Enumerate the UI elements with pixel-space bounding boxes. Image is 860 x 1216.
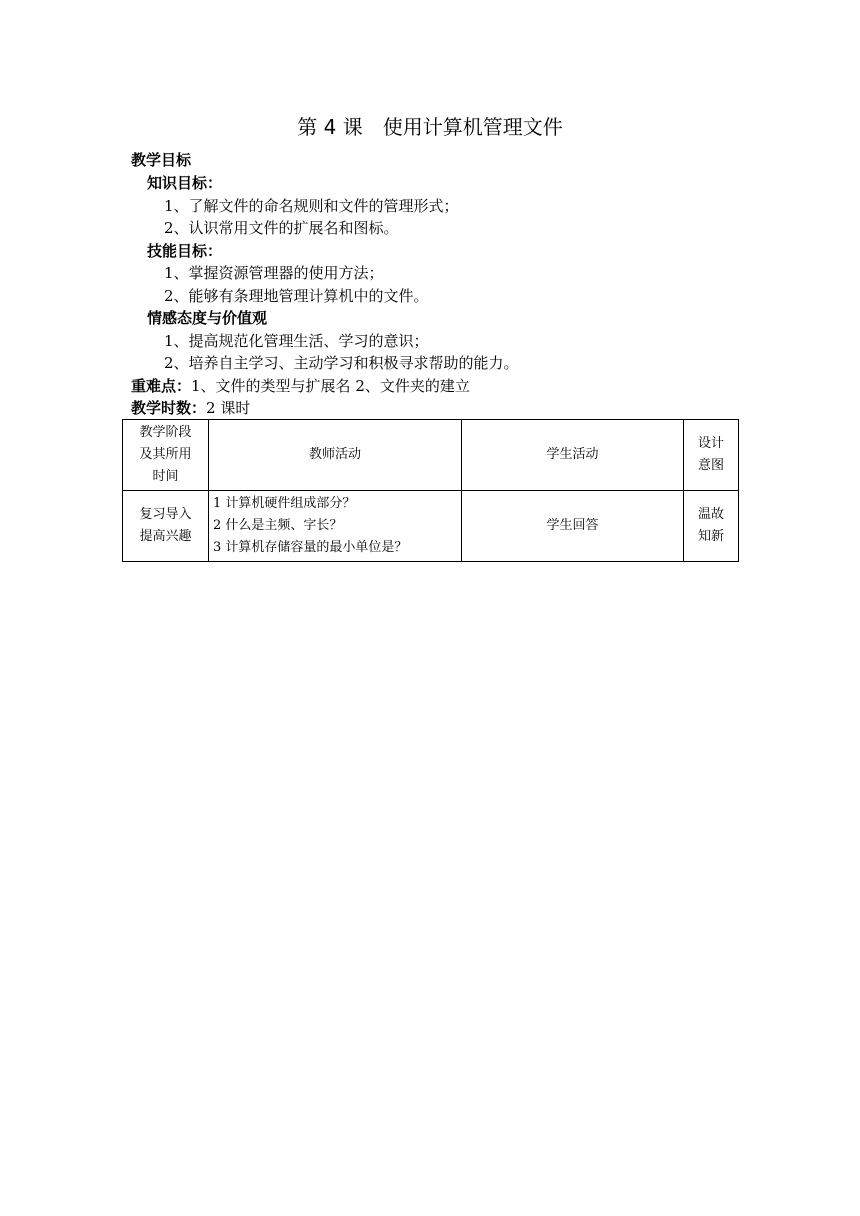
attitude-goal-item: 1、提高规范化管理生活、学习的意识； (164, 332, 429, 350)
knowledge-goals-heading: 知识目标： (147, 174, 223, 192)
header-stage: 教学阶段 及其所用 时间 (123, 420, 209, 491)
header-design-intent: 设计 意图 (684, 420, 739, 491)
row-design-intent-cell: 温故 知新 (684, 491, 739, 562)
row-student-activity-cell: 学生回答 (462, 491, 684, 562)
attitude-goal-item: 2、培养自主学习、主动学习和积极寻求帮助的能力。 (164, 354, 519, 372)
row-stage-cell: 复习导入 提高兴趣 (123, 491, 209, 562)
knowledge-goal-item: 1、了解文件的命名规则和文件的管理形式； (164, 197, 459, 215)
teaching-hours-line (131, 397, 250, 419)
teaching-hours-label: 教学时数： (131, 399, 207, 417)
table-row (123, 491, 739, 562)
teaching-hours-value: 2 课时 (206, 399, 251, 417)
header-teacher-activity: 教师活动 (209, 420, 462, 491)
key-points-line (131, 375, 470, 397)
attitude-goals-heading: 情感态度与价值观 (147, 309, 268, 327)
skill-goals-heading: 技能目标： (147, 242, 223, 260)
skill-goal-item: 2、能够有条理地管理计算机中的文件。 (164, 287, 429, 305)
key-points-label: 重难点： (131, 377, 192, 395)
lesson-plan-table (122, 419, 739, 562)
skill-goal-item: 1、掌握资源管理器的使用方法； (164, 264, 384, 282)
table-header-row (123, 420, 739, 491)
header-student-activity: 学生活动 (462, 420, 684, 491)
lesson-title: 第 4 课 使用计算机管理文件 (297, 115, 563, 139)
row-teacher-activity-cell: 1 计算机硬件组成部分？ 2 什么是主频、字长？ 3 计算机存储容量的最小单位是？ (209, 491, 462, 562)
knowledge-goal-item: 2、认识常用文件的扩展名和图标。 (164, 219, 399, 237)
key-points-value: 1、文件的类型与扩展名 2、文件夹的建立 (191, 377, 470, 395)
objectives-heading: 教学目标 (131, 151, 192, 169)
